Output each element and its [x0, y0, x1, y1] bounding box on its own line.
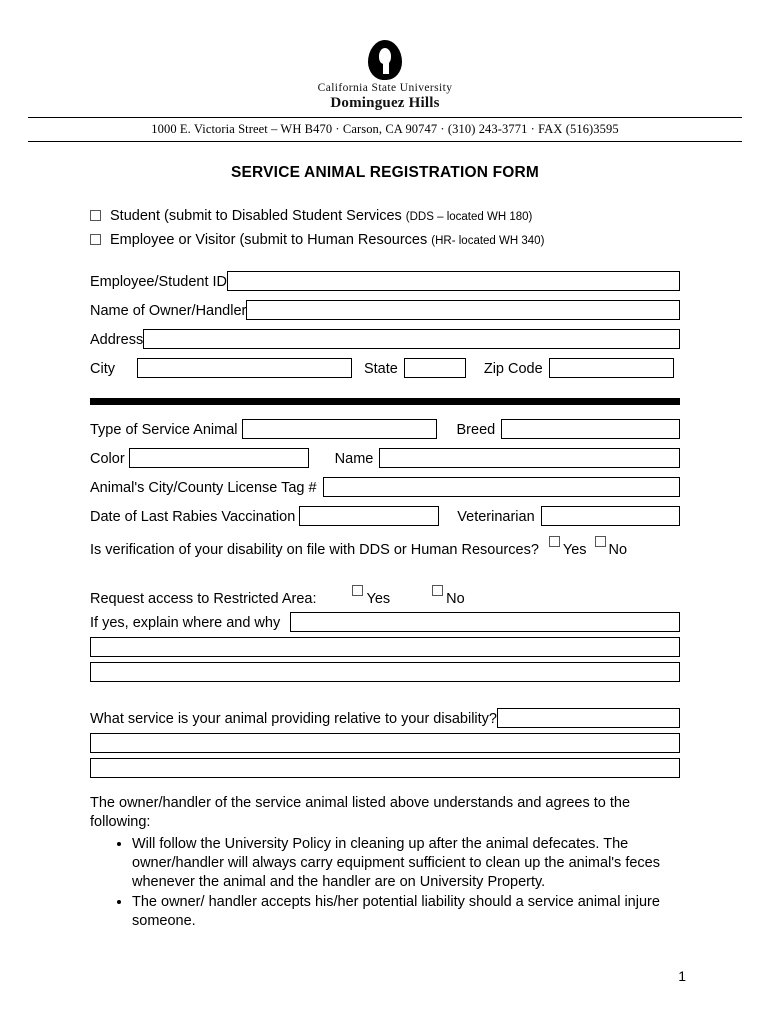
input-service-line3[interactable] — [90, 758, 680, 778]
label-animal-type: Type of Service Animal — [90, 422, 238, 438]
row-owner-handler — [90, 300, 680, 320]
label-color: Color — [90, 451, 125, 467]
verification-yes[interactable] — [549, 542, 587, 558]
row-restricted-explain — [90, 612, 680, 632]
row-service-question — [90, 708, 680, 728]
section-divider — [90, 398, 680, 405]
option-student-label: Student (submit to Disabled Student Services (DDS – located WH 180) — [110, 208, 533, 224]
input-license-tag[interactable] — [323, 477, 680, 497]
input-city[interactable] — [137, 358, 352, 378]
label-verification-question: Is verification of your disability on file with DDS or Human Resources? — [90, 542, 539, 558]
row-rabies-vet — [90, 506, 680, 526]
input-rabies-date[interactable] — [299, 506, 439, 526]
input-service-line1[interactable] — [497, 708, 680, 728]
list-item: • The owner/ handler accepts his/her potential liability should a service animal injure someone. — [132, 893, 680, 931]
row-color-name — [90, 448, 680, 468]
label-rabies-date: Date of Last Rabies Vaccination — [90, 509, 296, 525]
input-state[interactable] — [404, 358, 466, 378]
list-item: • Will follow the University Policy in cleaning up after the animal defecates. The owner/handler will always carry equipment sufficient to clean up the animal's feces whenever the animal and the handler are on University Property. — [132, 835, 680, 892]
option-employee-visitor[interactable] — [90, 232, 680, 249]
row-employee-student-id — [90, 271, 680, 291]
restricted-no-label: No — [446, 591, 465, 607]
input-veterinarian[interactable] — [541, 506, 680, 526]
input-breed[interactable] — [501, 419, 680, 439]
input-animal-type[interactable] — [242, 419, 437, 439]
university-name-line2: Dominguez Hills — [330, 95, 440, 111]
letterhead — [0, 0, 770, 111]
agreement-bullets — [90, 835, 680, 931]
input-employee-student-id[interactable] — [227, 271, 680, 291]
restricted-yes[interactable] — [352, 591, 390, 607]
input-owner-handler[interactable] — [246, 300, 680, 320]
input-animal-name[interactable] — [379, 448, 680, 468]
verification-yes-label: Yes — [562, 542, 587, 558]
input-color[interactable] — [129, 448, 309, 468]
restricted-no[interactable] — [432, 591, 465, 607]
option-employee-visitor-label: Employee or Visitor (submit to Human Resources (HR- located WH 340) — [110, 232, 545, 248]
input-address[interactable] — [143, 329, 680, 349]
row-license-tag — [90, 477, 680, 497]
header-address: 1000 E. Victoria Street – WH B470 · Carson, CA 90747 · (310) 243-3771 · FAX (516)3595 — [151, 122, 619, 136]
verification-no[interactable] — [595, 542, 628, 558]
option-student[interactable] — [90, 208, 680, 225]
row-animal-type-breed — [90, 419, 680, 439]
label-service-question: What service is your animal providing relative to your disability? — [90, 711, 497, 727]
label-owner-handler: Name of Owner/Handler — [90, 303, 247, 319]
form-body — [0, 208, 770, 931]
header-rule-bottom — [28, 141, 742, 142]
row-restricted-question — [90, 591, 680, 608]
university-name-line1: California State University — [317, 82, 453, 94]
label-address: Address — [90, 332, 144, 348]
row-city-state-zip — [90, 358, 680, 378]
checkbox-restricted-yes[interactable] — [352, 585, 363, 596]
agreement-intro: The owner/handler of the service animal listed above understands and agrees to the following: — [90, 795, 631, 830]
checkbox-employee-visitor[interactable] — [90, 234, 101, 245]
restricted-yes-label: Yes — [366, 591, 391, 607]
checkbox-restricted-no[interactable] — [432, 585, 443, 596]
input-restricted-explain-line2[interactable] — [90, 637, 680, 657]
page-title: SERVICE ANIMAL REGISTRATION FORM — [230, 164, 540, 181]
input-restricted-explain-line1[interactable] — [290, 612, 680, 632]
page-number: 1 — [678, 968, 686, 984]
label-license-tag: Animal's City/County License Tag # — [90, 480, 317, 496]
university-seal-icon — [368, 40, 402, 80]
input-service-line2[interactable] — [90, 733, 680, 753]
checkbox-verification-yes[interactable] — [549, 536, 560, 547]
label-employee-student-id: Employee/Student ID — [90, 274, 228, 290]
verification-no-label: No — [608, 542, 628, 558]
label-city: City — [90, 361, 115, 377]
label-restricted-explain: If yes, explain where and why — [90, 615, 281, 631]
input-zip[interactable] — [549, 358, 674, 378]
label-restricted-question: Request access to Restricted Area: — [90, 591, 317, 607]
row-address — [90, 329, 680, 349]
label-zip: Zip Code — [483, 361, 543, 377]
label-animal-name: Name — [334, 451, 374, 467]
checkbox-verification-no[interactable] — [595, 536, 606, 547]
label-state: State — [363, 361, 398, 377]
label-veterinarian: Veterinarian — [457, 509, 535, 525]
row-verification-question — [90, 542, 680, 559]
label-breed: Breed — [456, 422, 496, 438]
checkbox-student[interactable] — [90, 210, 101, 221]
input-restricted-explain-line3[interactable] — [90, 662, 680, 682]
